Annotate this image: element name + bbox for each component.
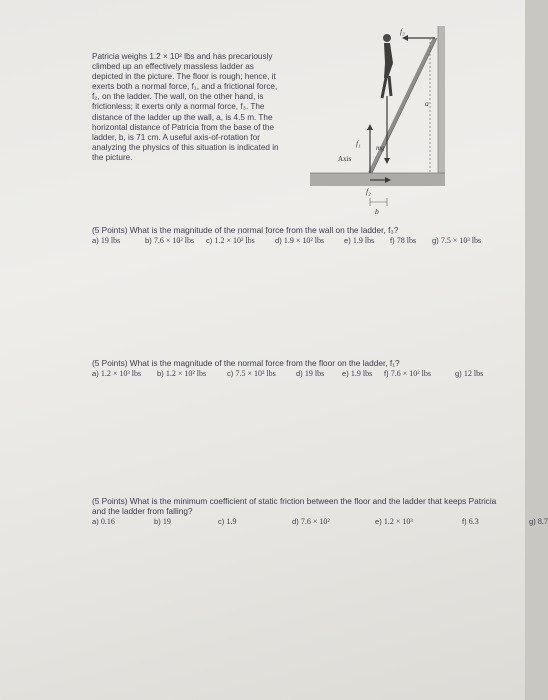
label-mg: mg (376, 144, 385, 152)
label-f3: f₃ (400, 27, 405, 36)
option-c[interactable]: c) 7.5 × 10³ lbs (227, 369, 276, 378)
option-a[interactable]: a) 1.2 × 10³ lbs (92, 369, 142, 378)
option-f[interactable]: f) 78 lbs (390, 236, 417, 245)
option-e[interactable]: e) 1.2 × 10³ (375, 517, 413, 526)
option-d[interactable]: d) 19 lbs (296, 369, 325, 378)
wall (438, 26, 445, 173)
question-1-options (92, 236, 482, 247)
question-3-stem: (5 Points) What is the minimum coefficient of static friction between the floor and the ladder that keeps Patricia and the ladder from falling? (92, 496, 497, 516)
option-f[interactable]: f) 7.6 × 10² lbs (384, 369, 432, 378)
option-f[interactable]: f) 6.3 (462, 517, 479, 526)
option-a[interactable]: a) 19 lbs (92, 236, 121, 245)
option-a[interactable]: a) 0.16 (92, 517, 115, 526)
label-f2: f₂ (366, 187, 371, 196)
question-2-options (92, 369, 484, 380)
option-b[interactable]: b) 7.6 × 10² lbs (145, 236, 195, 245)
ladder-diagram (300, 18, 450, 223)
problem-text: Patricia weighs 1.2 × 10² lbs and has precariously climbed up an effectively massless ladder as depicted in the picture. The floor is rough; hence, it exerts both a normal force, f₁, and a frictional force, f₂, on the ladder. The wall, on the other hand, is frictionless; it exerts only a normal force, f₃. The distance of the ladder up the wall, a, is 4.5 m. The horizontal distance of Patricia from the base of the ladder, b, is 71 cm. A useful axis-of-rotation for analyzing the physics of this situation is indicated in the picture. (92, 52, 279, 162)
problem-statement (92, 52, 282, 163)
question-2-stem: (5 Points) What is the magnitude of the normal force from the floor on the ladder, f₁? (92, 358, 400, 368)
label-a: a (425, 99, 429, 108)
question-3-options (92, 517, 548, 528)
option-c[interactable]: c) 1.9 (218, 517, 237, 526)
option-d[interactable]: d) 7.6 × 10² (292, 517, 330, 526)
patricia-figure (382, 34, 393, 98)
option-g[interactable]: g) 7.5 × 10³ lbs (432, 236, 482, 245)
option-b[interactable]: b) 1.2 × 10² lbs (157, 369, 207, 378)
question-1-stem: (5 Points) What is the magnitude of the normal force from the wall on the ladder, f₃? (92, 225, 399, 235)
label-b: b (375, 207, 379, 216)
option-c[interactable]: c) 1.2 × 10² lbs (206, 236, 255, 245)
option-b[interactable]: b) 19 (154, 517, 171, 526)
question-3 (92, 496, 548, 528)
option-g[interactable]: g) 12 lbs (455, 369, 484, 378)
option-g[interactable]: g) 8.7 (529, 517, 548, 526)
option-e[interactable]: e) 1.9 lbs (344, 236, 375, 245)
question-1 (92, 225, 482, 247)
label-axis: Axis (338, 155, 352, 163)
label-f1: f₁ (356, 139, 361, 148)
option-d[interactable]: d) 1.9 × 10² lbs (275, 236, 325, 245)
option-e[interactable]: e) 1.9 lbs (342, 369, 373, 378)
question-2 (92, 358, 484, 380)
